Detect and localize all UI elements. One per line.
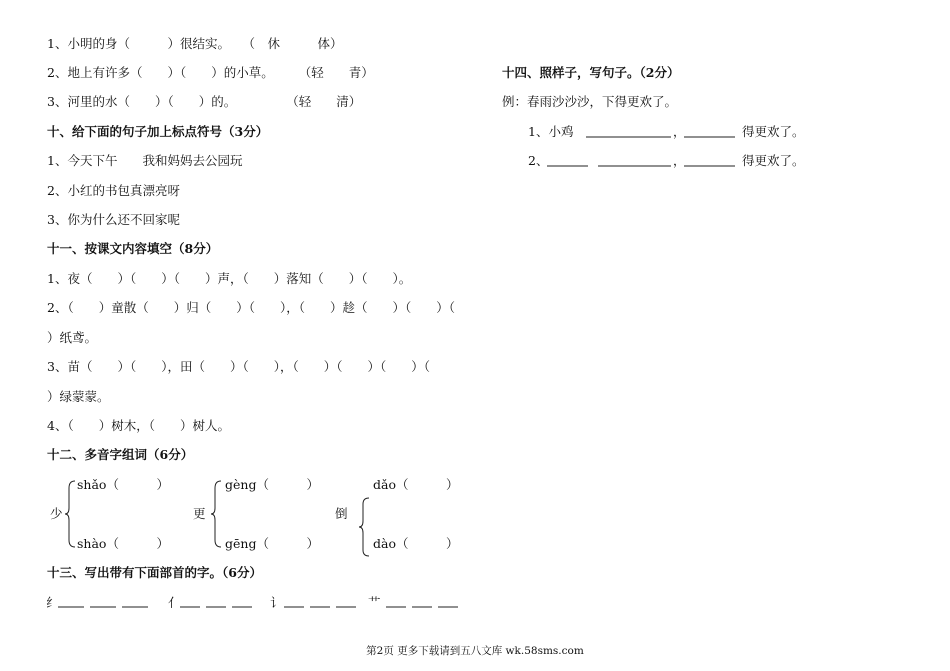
radical-char: 讠 [270, 595, 283, 610]
q11-line-4: 3、苗（ ）（ ），田（ ）（ ），（ ）（ ）（ ）（ [47, 359, 430, 374]
q9-item-3: 3、河里的水（ ）（ ）的。 （轻 清） [47, 94, 362, 109]
q11-line-6: 4、（ ）树木，（ ）树人。 [47, 418, 230, 433]
polyphone-bottom: gēng（ ） [225, 536, 319, 551]
left-brace-icon [358, 497, 370, 557]
polyphone-char: 更 [193, 506, 206, 521]
q10-item-1: 1、今天下午 我和妈妈去公园玩 [47, 153, 243, 168]
q14-suffix: 得更欢了。 [742, 124, 805, 139]
polyphone-char: 倒 [335, 506, 348, 521]
radical-char: 艹 [368, 595, 381, 610]
q14-heading: 十四、照样子，写句子。（2分） [502, 65, 680, 80]
polyphone-bottom: shào（ ） [77, 536, 169, 551]
answer-blank [547, 165, 589, 169]
left-brace-icon [64, 480, 76, 548]
answer-blank [684, 136, 736, 140]
q9-item-1: 1、小明的身（ ）很结实。 （ 休 体） [47, 36, 343, 51]
answer-blank [598, 165, 672, 169]
q10-item-2: 2、小红的书包真漂亮呀 [47, 183, 180, 198]
q11-line-3: ）纸鸢。 [47, 330, 98, 345]
polyphone-top: shǎo（ ） [77, 477, 169, 492]
polyphone-bottom: dào（ ） [373, 536, 459, 551]
q14-comma: ， [673, 124, 686, 139]
q14-comma: ， [673, 153, 686, 168]
polyphone-char: 少 [50, 506, 63, 521]
answer-blank [684, 165, 736, 169]
q11-line-2: 2、（ ）童散（ ）归（ ）（ ），（ ）趁（ ）（ ）（ [47, 300, 455, 315]
q14-example: 例：春雨沙沙沙，下得更欢了。 [502, 94, 678, 109]
answer-blanks [58, 606, 158, 610]
answer-blanks [386, 606, 486, 610]
q11-line-5: ）绿蒙蒙。 [47, 389, 110, 404]
page-footer: 第2页 更多下载请到五八文库 wk.58sms.com [366, 645, 584, 657]
answer-blank [586, 136, 672, 140]
q10-heading: 十、给下面的句子加上标点符号（3分） [47, 124, 269, 139]
q9-item-2: 2、地上有许多（ ）（ ）的小草。 （轻 青） [47, 65, 374, 80]
q10-item-3: 3、你为什么还不回家呢 [47, 212, 180, 227]
q11-line-1: 1、夜（ ）（ ）（ ）声，（ ）落知（ ）（ ）。 [47, 271, 412, 286]
left-brace-icon [210, 480, 222, 548]
q14-suffix: 得更欢了。 [742, 153, 805, 168]
q12-heading: 十二、多音字组词（6分） [47, 447, 194, 462]
q11-heading: 十一、按课文内容填空（8分） [47, 241, 219, 256]
polyphone-top: gèng（ ） [225, 477, 319, 492]
radical-char: 纟 [46, 595, 59, 610]
polyphone-top: dǎo（ ） [373, 477, 459, 492]
q14-item-prefix: 2、 [528, 153, 549, 168]
q13-heading: 十三、写出带有下面部首的字。（6分） [47, 565, 262, 580]
q14-item-prefix: 1、小鸡 [528, 124, 574, 139]
answer-blanks [180, 606, 280, 610]
radical-char: 亻 [168, 595, 181, 610]
